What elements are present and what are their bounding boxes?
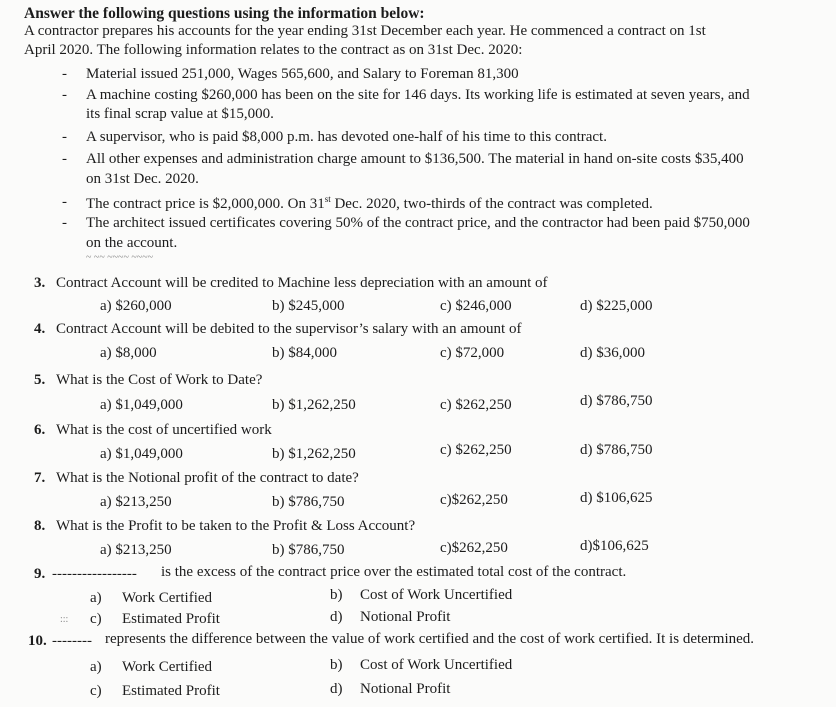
q10-option-d-text: Notional Profit	[360, 681, 451, 697]
question-10-text: represents the difference between the value of work certified and the cost of work certified. It is determined.	[105, 631, 755, 647]
question-3-text: Contract Account will be credited to Machine less depreciation with an amount of	[56, 275, 548, 291]
bullet-6-line-1: The architect issued certificates covering 50% of the contract price, and the contractor had been paid $750,000	[86, 215, 750, 231]
question-7-text: What is the Notional profit of the contract to date?	[56, 470, 359, 486]
question-8-text: What is the Profit to be taken to the Profit & Loss Account?	[56, 518, 416, 534]
q4-option-a: a) $8,000	[100, 345, 157, 361]
bullet-2-line-2: its final scrap value at $15,000.	[86, 106, 274, 122]
question-9-number: 9.	[34, 566, 46, 582]
q9-option-b-text: Cost of Work Uncertified	[360, 587, 513, 603]
question-4-text: Contract Account will be debited to the supervisor’s salary with an amount of	[56, 321, 522, 337]
question-4-number: 4.	[34, 321, 46, 337]
question-9-blank: -----------------	[52, 566, 137, 582]
bullet-5: The contract price is $2,000,000. On 31st Dec. 2020, two-thirds of the contract was completed.	[86, 194, 653, 212]
q9-option-d-text: Notional Profit	[360, 609, 451, 625]
q3-option-a: a) $260,000	[100, 298, 172, 314]
scan-artifact: :::	[60, 614, 69, 625]
q4-option-d: d) $36,000	[580, 345, 645, 361]
question-5-number: 5.	[34, 372, 46, 388]
q10-option-d-letter: d)	[330, 681, 343, 697]
bullet-4-line-2: on 31st Dec. 2020.	[86, 171, 199, 187]
question-3-number: 3.	[34, 275, 46, 291]
bullet-dash: -	[62, 66, 67, 82]
q9-option-c-letter: c)	[90, 611, 102, 627]
intro-line-2: April 2020. The following information relates to the contract as on 31st Dec. 2020:	[24, 42, 523, 58]
question-9-text: is the excess of the contract price over the estimated total cost of the contract.	[161, 564, 627, 580]
q4-option-b: b) $84,000	[272, 345, 337, 361]
q5-option-b: b) $1,262,250	[272, 397, 356, 413]
q10-option-b-text: Cost of Work Uncertified	[360, 657, 513, 673]
q5-option-c: c) $262,250	[440, 397, 512, 413]
q9-option-b-letter: b)	[330, 587, 343, 603]
q8-option-d: d)$106,625	[580, 538, 649, 554]
bullet-dash: -	[62, 129, 67, 145]
bullet-4-line-1: All other expenses and administration charge amount to $136,500. The material in hand on-site costs $35,400	[86, 151, 744, 167]
q6-option-a: a) $1,049,000	[100, 446, 183, 462]
bullet-2-line-1: A machine costing $260,000 has been on the site for 146 days. Its working life is estimated at seven years, and	[86, 87, 750, 103]
q9-option-c-text: Estimated Profit	[122, 611, 220, 627]
bullet-dash: -	[62, 194, 67, 210]
q6-option-c: c) $262,250	[440, 442, 512, 458]
q10-option-b-letter: b)	[330, 657, 343, 673]
bullet-3: A supervisor, who is paid $8,000 p.m. has devoted one-half of his time to this contract.	[86, 129, 607, 145]
q8-option-b: b) $786,750	[272, 542, 345, 558]
bullet-6-line-2: on the account.	[86, 235, 178, 251]
q5-option-d: d) $786,750	[580, 393, 653, 409]
q8-option-a: a) $213,250	[100, 542, 172, 558]
q10-option-a-letter: a)	[90, 659, 102, 675]
question-6-text: What is the cost of uncertified work	[56, 422, 272, 438]
q4-option-c: c) $72,000	[440, 345, 505, 361]
q10-option-c-letter: c)	[90, 683, 102, 699]
q7-option-c: c)$262,250	[440, 492, 508, 508]
q9-option-a-letter: a)	[90, 590, 102, 606]
bullet-1: Material issued 251,000, Wages 565,600, and Salary to Foreman 81,300	[86, 66, 519, 82]
q3-option-c: c) $246,000	[440, 298, 512, 314]
scan-artifact: ~ ~~ ~~~~ ~~~~	[86, 252, 154, 263]
q7-option-a: a) $213,250	[100, 494, 172, 510]
header: Answer the following questions using the information below:	[24, 5, 425, 22]
q7-option-b: b) $786,750	[272, 494, 345, 510]
q8-option-c: c)$262,250	[440, 540, 508, 556]
q3-option-b: b) $245,000	[272, 298, 345, 314]
question-10-blank: --------	[52, 633, 92, 649]
intro-line-1: A contractor prepares his accounts for the year ending 31st December each year. He commenced a contract on 1st	[24, 23, 706, 39]
q9-option-a-text: Work Certified	[122, 590, 213, 606]
q6-option-b: b) $1,262,250	[272, 446, 356, 462]
q3-option-d: d) $225,000	[580, 298, 653, 314]
q6-option-d: d) $786,750	[580, 442, 653, 458]
bullet-dash: -	[62, 151, 67, 167]
q5-option-a: a) $1,049,000	[100, 397, 183, 413]
question-5-text: What is the Cost of Work to Date?	[56, 372, 263, 388]
question-10-number: 10.	[28, 633, 47, 649]
q7-option-d: d) $106,625	[580, 490, 653, 506]
q10-option-c-text: Estimated Profit	[122, 683, 220, 699]
question-7-number: 7.	[34, 470, 46, 486]
question-6-number: 6.	[34, 422, 46, 438]
q10-option-a-text: Work Certified	[122, 659, 213, 675]
bullet-dash: -	[62, 87, 67, 103]
bullet-dash: -	[62, 215, 67, 231]
question-8-number: 8.	[34, 518, 46, 534]
q9-option-d-letter: d)	[330, 609, 343, 625]
